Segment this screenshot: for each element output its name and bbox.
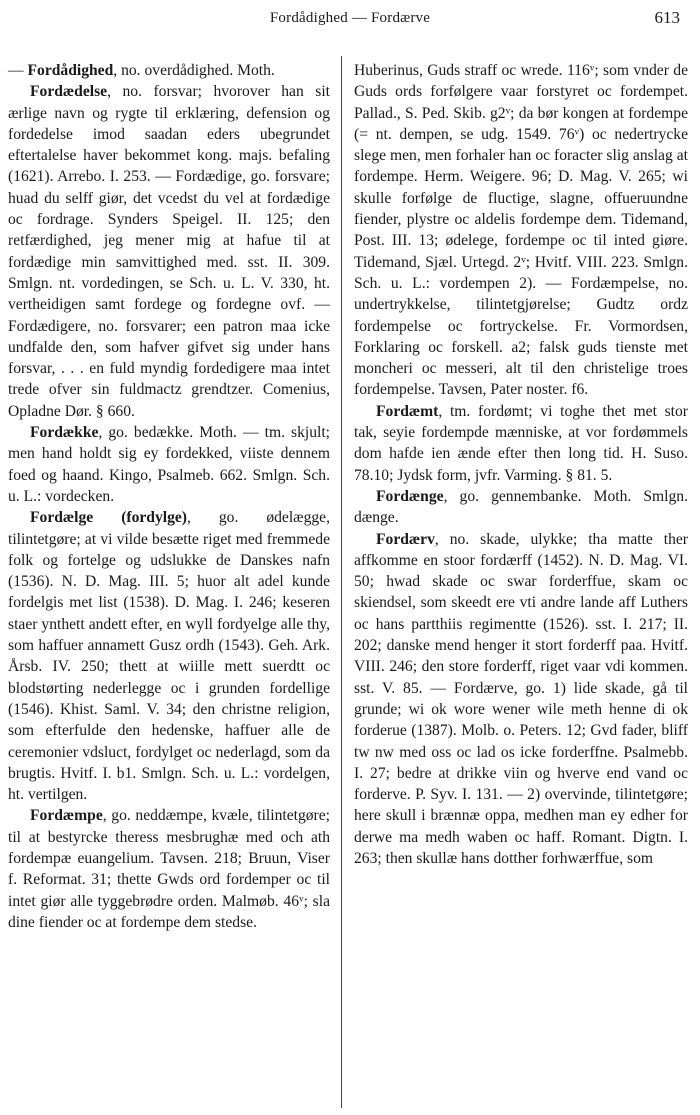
page-header (0, 6, 700, 32)
entry-text: , go. gennembanke. Moth. Smlgn. dænge. (354, 487, 688, 527)
entry-headword: Fordælge (fordylge) (30, 509, 188, 527)
dictionary-entry (8, 805, 330, 933)
right-column (354, 60, 688, 869)
entry-text: , go. neddæmpe, kvæle, tilintetgøre; til at bestyrcke theress mesbrughæ med och ath fordempæ euangelium. Tavsen. 218; Bruun, Viser f. Reformat. 31; thette Gwds ord fordemper oc til intet giør alle tyggebrødre orden. Malmøb. 46ᵛ; sla dine fiender oc at fordempe dem stedse. (8, 807, 330, 931)
page-number: 613 (654, 8, 680, 27)
dictionary-entry (354, 60, 688, 401)
entry-text: , no. forsvar; hvorover han sit ærlige navn og rygte til erklæring, defension og fordedelse imod saadan eders ubegrundet eftertalelse haver bekommet kong. majs. befaling (1621). Arrebo. I. 253. — Fordædige, go. forsvare; huad du selff giør, det vcedst du vel at fordædige oc fordrage. Synders Speigel. II. 125; den retfærdighed, jeg mener mig at hafue til at fordædige min samvittighed med. sst. II. 309. Smlgn. nt. vordedingen, se Sch. u. L. V. 330, ht. vertheidigen samt fordege og fordegne ovf. — Fordædigere, no. forsvarer; een patron maa icke undfalde den, som hafver gifvet sig under hans forsvar, . . . en fuld myndig fordedigere maa intet trede ofver sin fuldmactz grendtzer. Comenius, Opladne Dør. § 660. (8, 83, 330, 420)
entry-text: , go. bedække. Moth. — tm. skjult; men hand holdt sig ey fordekked, viiste dennem foed og haand. Kingo, Psalmeb. 662. Smlgn. Sch. u. L.: vordecken. (8, 424, 330, 505)
entry-text: , go. ødelægge, tilintetgøre; at vi vilde besætte riget med fremmede folk og fortelge og udslukke de Danskes nafn (1536). N. D. Mag. III. 5; huor alt adel kunde fordelgis met list (1538). D. Mag. I. 246; keseren staer ynthett andett efter, en wyll fordyelge alle thy, som haffuer annamett Gusz ordh (1543). Geh. Ark. Årsb. IV. 250; thett at wiille mett suerdtt oc blodstørting nederlegge oc i grunden fordellige (1546). Khist. Saml. V. 34; den christne religion, som efterfulde den hedenske, haffuer alle de ceremonier vdsluct, fordylget oc nederlagd, som da brugtis. Hvitf. I. b1. Smlgn. Sch. u. L.: vordelgen, ht. vertilgen. (8, 509, 330, 804)
entry-text: , no. skade, ulykke; tha matte ther affkomme en stoor fordærff (1452). N. D. Mag. VI. 50; hwad skade oc swar forderffue, skam oc skiendsel, som skeedt ere vti andre lande aff Luthers oc hans partthiis regimentte (1526). sst. I. 217; II. 202; danske mend henger it stort forderff paa. Hvitf. VIII. 246; den store forderff, riget vaar vdi kommen. sst. V. 85. — Fordærve, go. 1) lide skade, gå til grunde; wi ok wore wener wile meth henne di ok forderue (1387). Molb. o. Peters. 12; Gvd fader, bliff tw nw med oss oc lad os icke forderffne. Psalmebb. I. 27; bedre at drikke viin og hverve end vand oc forderve. P. Syv. I. 131. — 2) overvinde, tilintetgøre; here skull i brænnæ oppa, medhen man ey edher for derwe ma medh waben oc haff. Romant. Digtn. I. 263; then skullæ hans dotther forhwærffue, som (354, 530, 688, 867)
entry-headword: Fordænge (376, 487, 444, 505)
running-head: Fordådighed — Fordærve (269, 10, 431, 26)
dictionary-entry (354, 401, 688, 486)
dictionary-entry (8, 60, 330, 81)
entry-headword: Fordædelse (30, 83, 108, 101)
entry-headword: Fordæmt (376, 402, 439, 420)
left-column (8, 60, 330, 933)
entry-text: , tm. fordømt; vi toghe thet met stor tak, seyie fordempde mænniske, at vor fordømmels dom hafde ien ænde efter then long tid. H. Suso. 78.10; Jydsk form, jvfr. Varming. § 81. 5. (354, 402, 688, 484)
entry-headword: Fordække (30, 424, 99, 442)
entry-headword: Fordærv (376, 530, 435, 548)
dictionary-entry (354, 486, 688, 529)
entry-text: Huberinus, Guds straff oc wrede. 116ᵛ; som vnder de Guds ords forfølgere vaar forstyret oc fordempet. Pallad., S. Ped. Skib. g2ᵛ; da bør kongen at fordempe (= nt. dempen, se udg. 1549. 76ᵛ) oc nedertrycke slege men, men forhaler han oc foracter slig anslag at fordempe. Herm. Weigere. 96; D. Mag. V. 265; wi skulle forfølge de fluctige, slagne, offueruundne fiender, plystre oc aldelis fordempe dem. Tidemand, Post. III. 13; ødelege, fordempe oc til inted giøre. Tidemand, Sjæl. Urtegd. 2ᵛ; Hvitf. VIII. 223. Smlgn. Sch. u. L.: vordempen 2). — Fordæmpelse, no. undertrykkelse, tilintetgjørelse; Gudtz ordz fordempelse oc fortryckelse. Fr. Vormordsen, Forklaring oc forskell. a2; falsk guds tienste met moncheri oc messeri, alt til den christelige troes fordempelse. Tavsen, Pater noster. f6. (354, 62, 688, 399)
dictionary-entry (354, 529, 688, 870)
entry-text: , no. overdådighed. Moth. (113, 62, 275, 79)
dictionary-entry (8, 422, 330, 507)
entry-dash: — (8, 62, 28, 79)
dictionary-entry (8, 507, 330, 805)
column-divider (341, 56, 342, 1108)
entry-headword: Fordådighed (27, 62, 114, 79)
dictionary-entry (8, 81, 330, 422)
entry-headword: Fordæmpe (30, 807, 103, 825)
